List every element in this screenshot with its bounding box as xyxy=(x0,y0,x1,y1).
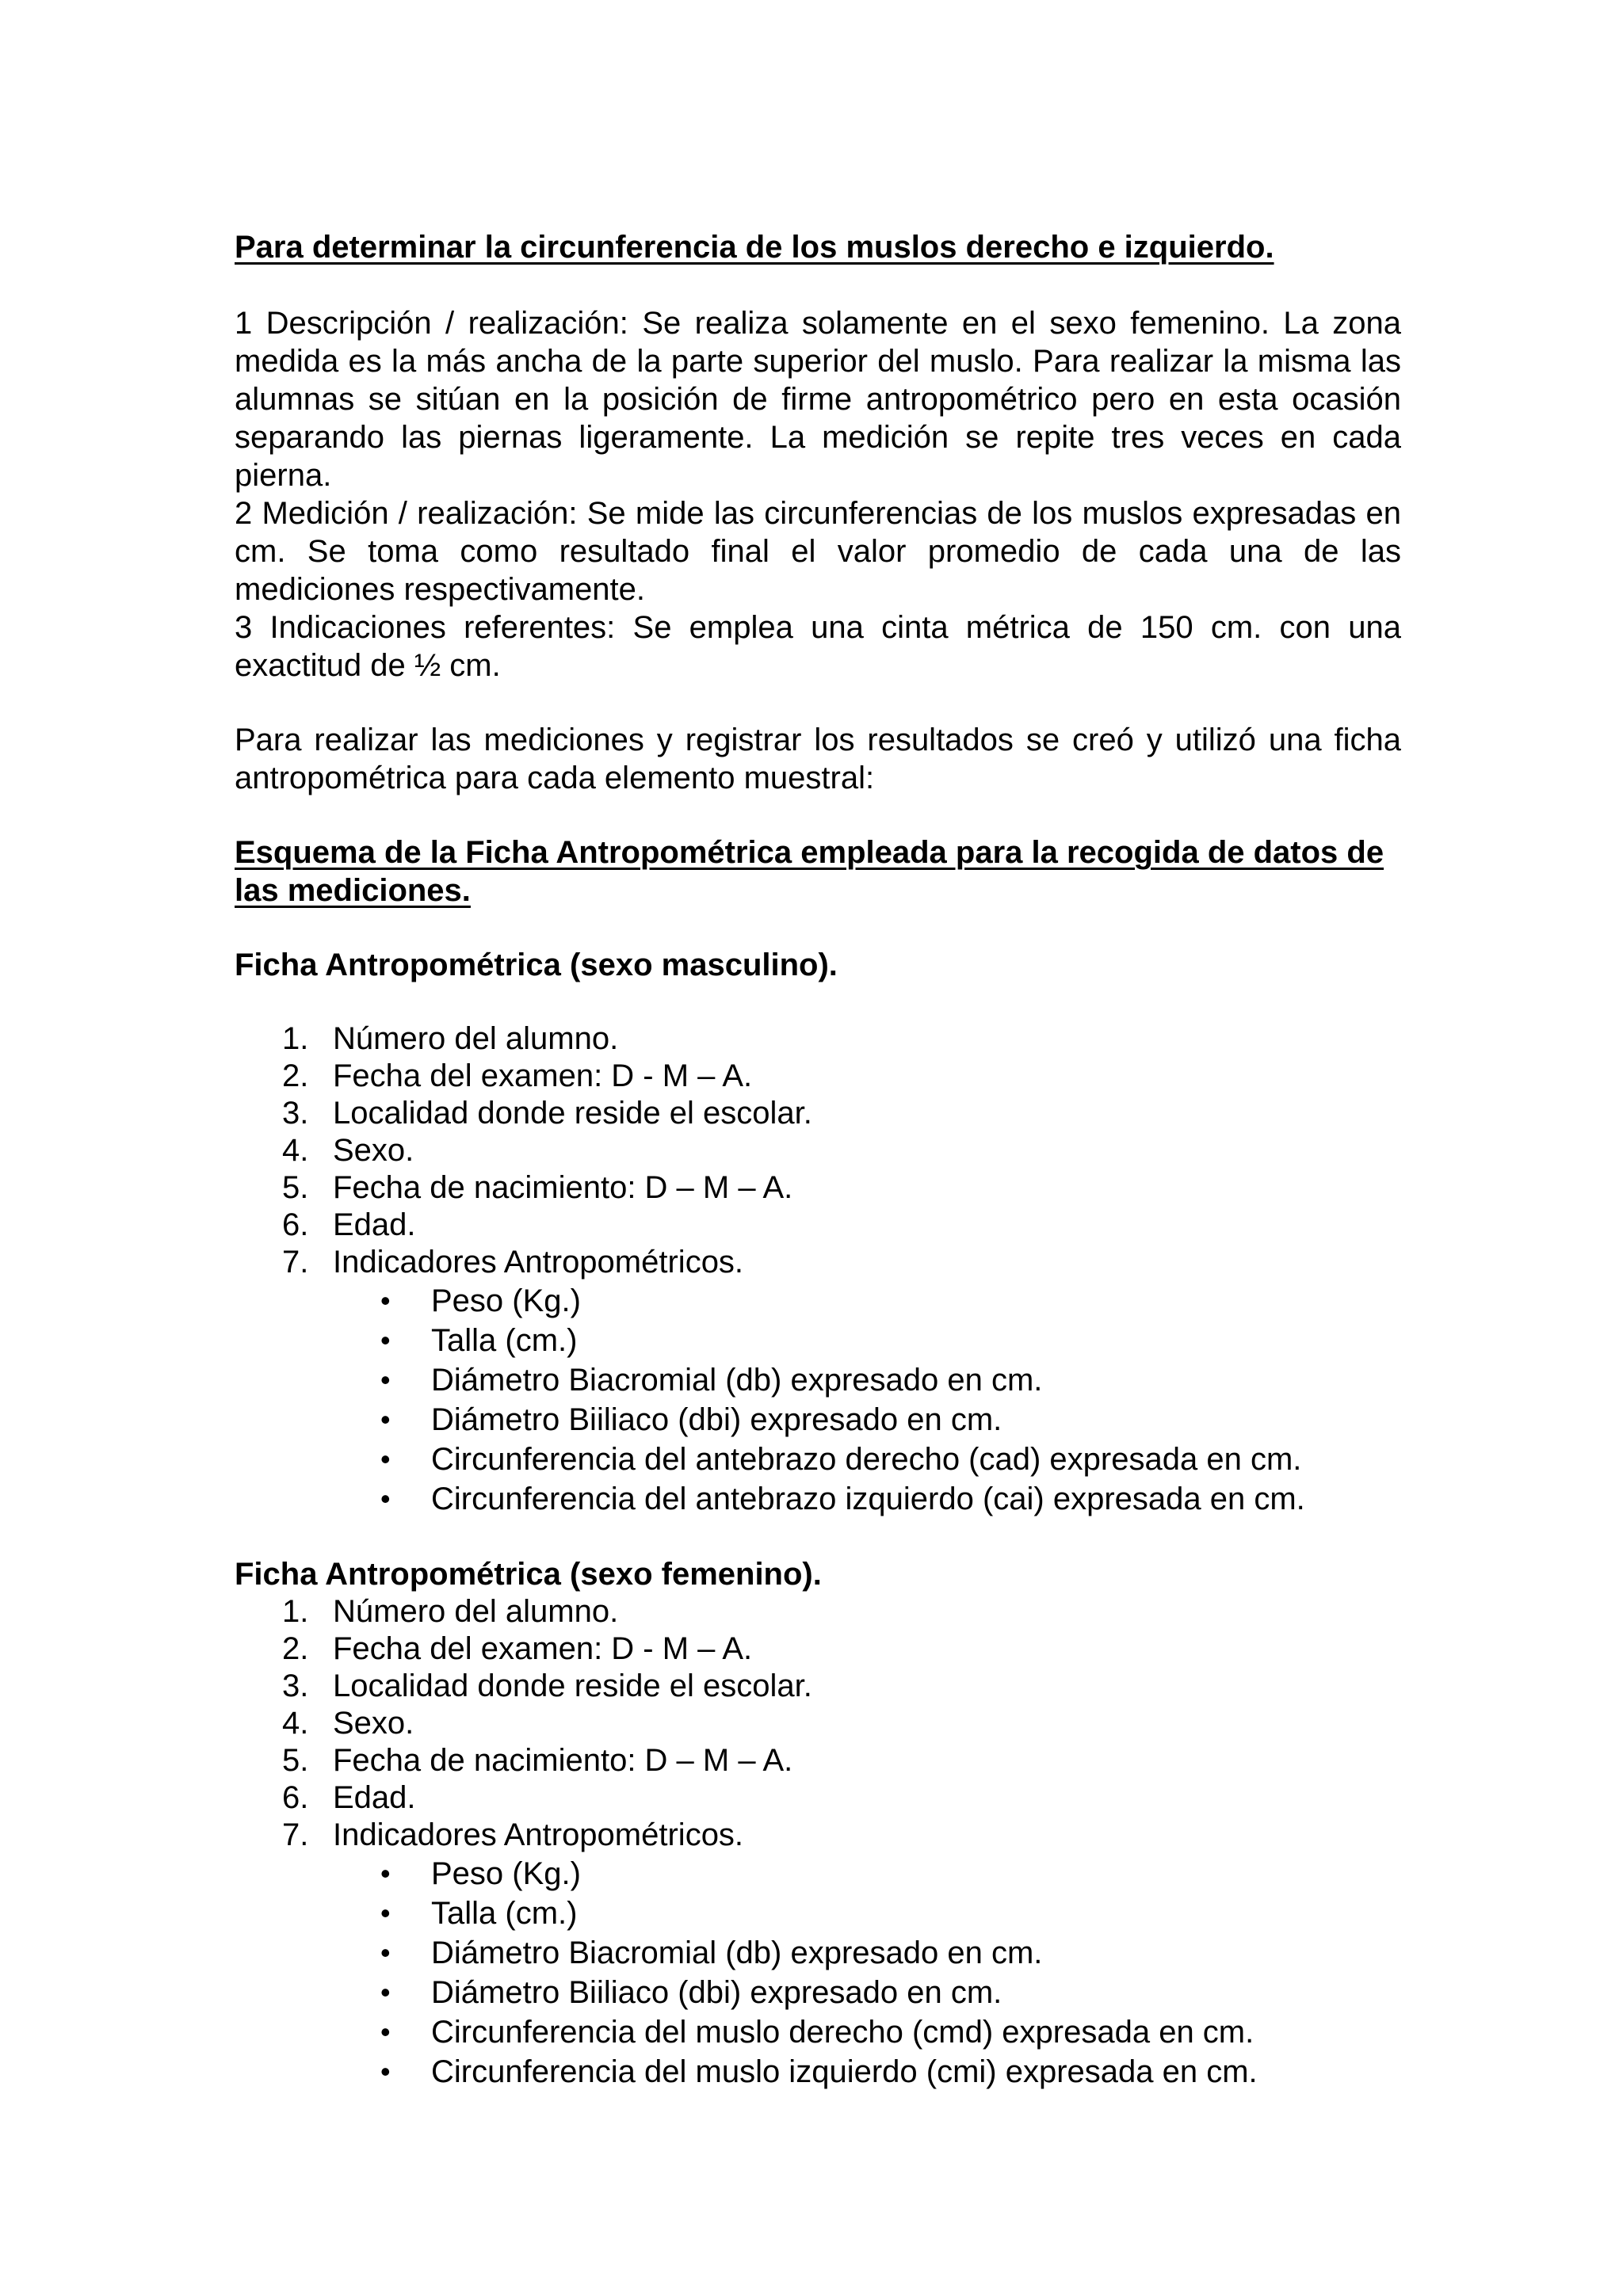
item-text: Diámetro Biiliaco (dbi) expresado en cm. xyxy=(431,1402,1002,1437)
bullet-icon: • xyxy=(380,1976,391,2008)
schema-title: Esquema de la Ficha Antropométrica empleada para la recogida de datos de las mediciones. xyxy=(235,835,1384,908)
list-item xyxy=(235,1020,1401,1058)
item-number: 3. xyxy=(282,1096,309,1131)
male-form-items xyxy=(235,1020,1401,1281)
item-text: Edad. xyxy=(333,1207,416,1242)
item-text: Indicadores Antropométricos. xyxy=(333,1245,744,1280)
bullet-icon: • xyxy=(380,1284,391,1317)
list-item xyxy=(235,1244,1401,1281)
item-number: 5. xyxy=(282,1743,309,1778)
item-text: Fecha de nacimiento: D – M – A. xyxy=(333,1170,793,1205)
list-item xyxy=(235,2052,1401,2092)
item-text: Fecha del examen: D - M – A. xyxy=(333,1631,753,1666)
bullet-icon: • xyxy=(380,1482,391,1515)
section-title: Para determinar la circunferencia de los muslos derecho e izquierdo. xyxy=(235,230,1274,265)
item-text: Número del alumno. xyxy=(333,1021,619,1056)
list-item xyxy=(235,1281,1401,1321)
description-paragraph: 1 Descripción / realización: Se realiza solamente en el sexo femenino. La zona medida es la más ancha de la parte superior del muslo. Para realizar la misma las alumnas se sitúan en la posición de firme antropométrico pero en esta ocasión separando las piernas ligeramente. La medición se repite tres veces en cada pierna. xyxy=(235,306,1401,493)
list-item xyxy=(235,1854,1401,1894)
item-number: 1. xyxy=(282,1021,309,1056)
list-item xyxy=(235,1058,1401,1095)
item-number: 4. xyxy=(282,1706,309,1741)
item-number: 2. xyxy=(282,1631,309,1666)
intro-paragraph: Para realizar las mediciones y registrar los resultados se creó y utilizó una ficha antropométrica para cada elemento muestral: xyxy=(235,723,1401,795)
item-text: Fecha de nacimiento: D – M – A. xyxy=(333,1743,793,1778)
indications-paragraph: 3 Indicaciones referentes: Se emplea una cinta métrica de 150 cm. con una exactitud de ½ cm. xyxy=(235,610,1401,683)
list-item xyxy=(235,1933,1401,1973)
female-indicators-list xyxy=(235,1854,1401,2092)
list-item xyxy=(235,1630,1401,1668)
item-number: 7. xyxy=(282,1245,309,1280)
item-text: Peso (Kg.) xyxy=(431,1856,581,1891)
list-item xyxy=(235,1705,1401,1742)
item-number: 1. xyxy=(282,1594,309,1629)
item-number: 6. xyxy=(282,1207,309,1242)
spacer xyxy=(235,984,1401,1020)
list-item xyxy=(235,2012,1401,2052)
item-text: Circunferencia del muslo derecho (cmd) expresada en cm. xyxy=(431,2015,1254,2050)
list-item xyxy=(235,1440,1401,1479)
item-number: 5. xyxy=(282,1170,309,1205)
list-item xyxy=(235,1742,1401,1779)
list-item xyxy=(235,1169,1401,1207)
list-item xyxy=(235,1593,1401,1630)
bullet-icon: • xyxy=(380,1443,391,1475)
bullet-icon: • xyxy=(380,1936,391,1969)
item-text: Circunferencia del muslo izquierdo (cmi) expresada en cm. xyxy=(431,2054,1258,2089)
item-text: Localidad donde reside el escolar. xyxy=(333,1096,812,1131)
female-form-items xyxy=(235,1593,1401,1854)
male-indicators-list xyxy=(235,1281,1401,1519)
item-number: 7. xyxy=(282,1817,309,1852)
list-item xyxy=(235,1894,1401,1933)
list-item xyxy=(235,1132,1401,1169)
item-number: 4. xyxy=(282,1133,309,1168)
item-number: 2. xyxy=(282,1058,309,1093)
spacer xyxy=(235,797,1401,833)
item-text: Talla (cm.) xyxy=(431,1323,578,1358)
item-text: Diámetro Biiliaco (dbi) expresado en cm. xyxy=(431,1975,1002,2010)
bullet-icon: • xyxy=(380,1324,391,1356)
item-text: Circunferencia del antebrazo izquierdo (cai) expresada en cm. xyxy=(431,1482,1305,1516)
item-text: Número del alumno. xyxy=(333,1594,619,1629)
item-text: Circunferencia del antebrazo derecho (cad) expresada en cm. xyxy=(431,1442,1302,1477)
spacer xyxy=(235,910,1401,946)
bullet-icon: • xyxy=(380,2016,391,2048)
item-text: Fecha del examen: D - M – A. xyxy=(333,1058,753,1093)
male-form-title: Ficha Antropométrica (sexo masculino). xyxy=(235,948,838,982)
item-text: Indicadores Antropométricos. xyxy=(333,1817,744,1852)
bullet-icon: • xyxy=(380,2055,391,2088)
measurement-paragraph: 2 Medición / realización: Se mide las circunferencias de los muslos expresadas en cm. Se toma como resultado final el valor promedio de cada una de las mediciones respectivamente. xyxy=(235,496,1401,607)
list-item xyxy=(235,1779,1401,1817)
spacer xyxy=(235,685,1401,721)
item-number: 3. xyxy=(282,1669,309,1703)
bullet-icon: • xyxy=(380,1897,391,1929)
list-item xyxy=(235,1973,1401,2012)
list-item xyxy=(235,1400,1401,1440)
item-text: Sexo. xyxy=(333,1706,414,1741)
item-text: Talla (cm.) xyxy=(431,1896,578,1931)
item-text: Diámetro Biacromial (db) expresado en cm. xyxy=(431,1936,1043,1970)
bullet-icon: • xyxy=(380,1403,391,1436)
list-item xyxy=(235,1207,1401,1244)
list-item xyxy=(235,1321,1401,1360)
item-text: Localidad donde reside el escolar. xyxy=(333,1669,812,1703)
item-text: Edad. xyxy=(333,1780,416,1815)
female-form-title: Ficha Antropométrica (sexo femenino). xyxy=(235,1557,822,1592)
list-item xyxy=(235,1668,1401,1705)
list-item xyxy=(235,1095,1401,1132)
item-text: Diámetro Biacromial (db) expresado en cm. xyxy=(431,1363,1043,1398)
item-text: Sexo. xyxy=(333,1133,414,1168)
list-item xyxy=(235,1360,1401,1400)
bullet-icon: • xyxy=(380,1857,391,1890)
document-page xyxy=(235,228,1401,2092)
list-item xyxy=(235,1479,1401,1519)
item-number: 6. xyxy=(282,1780,309,1815)
item-text: Peso (Kg.) xyxy=(431,1283,581,1318)
list-item xyxy=(235,1817,1401,1854)
spacer xyxy=(235,266,1401,304)
spacer xyxy=(235,1519,1401,1555)
bullet-icon: • xyxy=(380,1363,391,1396)
